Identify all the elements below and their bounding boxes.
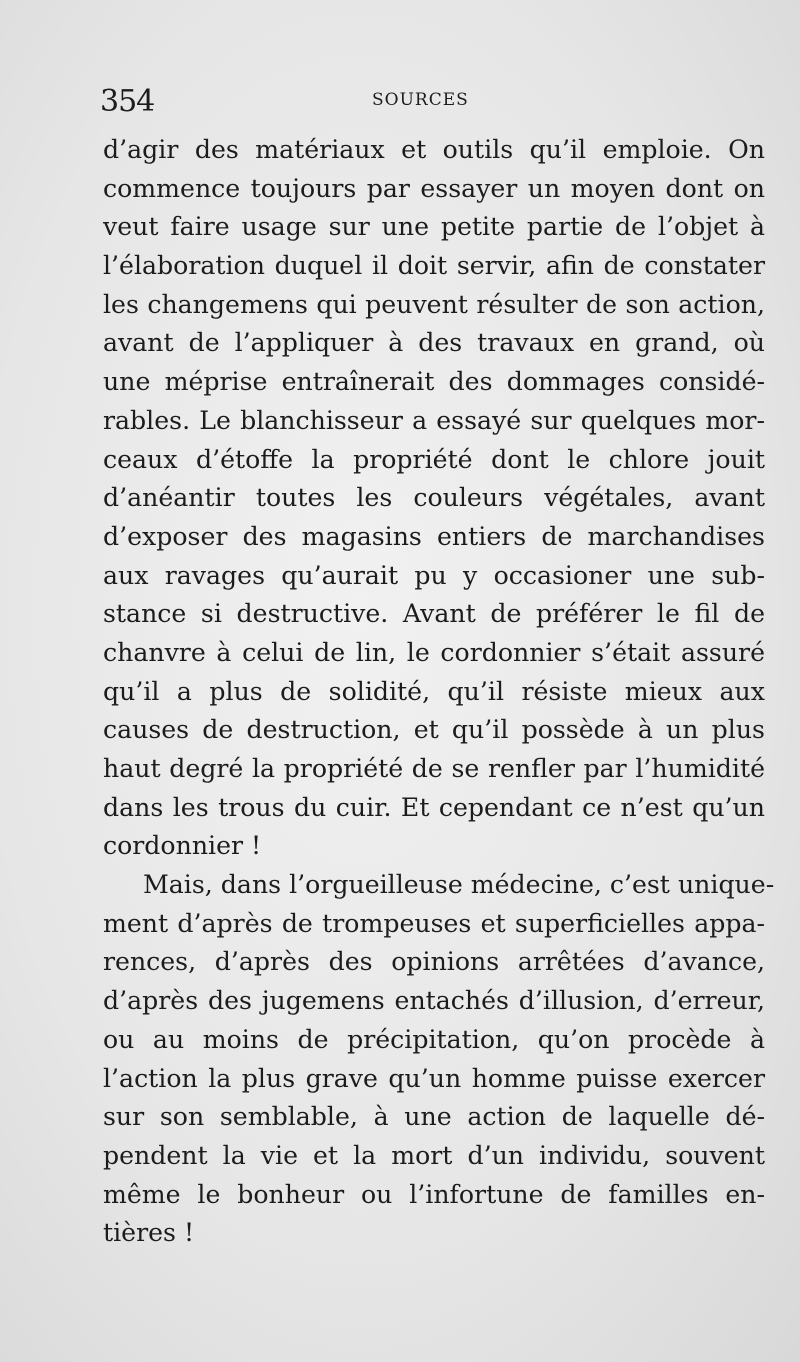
- text-line: une méprise entraînerait des dommages considé-: [103, 367, 765, 397]
- text-line: haut degré la propriété de se renfler par l’humidité: [103, 754, 765, 783]
- text-line: les changemens qui peuvent résulter de son action,: [103, 289, 765, 319]
- text-line: tières !: [103, 1218, 195, 1248]
- text-line: qu’il a plus de solidité, qu’il résiste mieux aux: [103, 676, 765, 706]
- text-line: sur son semblable, à une action de laquelle dé-: [103, 1102, 765, 1132]
- text-line: ment d’après de trompeuses et superficielles appa-: [103, 908, 765, 938]
- text-line: ceaux d’étoffe la propriété dont le chlore jouit: [103, 444, 765, 474]
- running-head: SOURCES: [372, 90, 469, 110]
- text-line: chanvre à celui de lin, le cordonnier s’était assuré: [103, 637, 765, 667]
- text-line: rables. Le blanchisseur a essayé sur quelques mor-: [103, 405, 765, 435]
- text-line: d’après des jugemens entachés d’illusion, d’erreur,: [103, 986, 765, 1016]
- page-header: [100, 84, 765, 124]
- text-line: l’élaboration duquel il doit servir, afin de constater: [103, 251, 765, 281]
- text-line: causes de destruction, et qu’il possède à un plus: [103, 715, 765, 745]
- text-line: avant de l’appliquer à des travaux en grand, où: [103, 328, 765, 358]
- body-text: [103, 131, 775, 1253]
- text-line: dans les trous du cuir. Et cependant ce n’est qu’un: [103, 792, 765, 822]
- paragraph-1: [103, 131, 765, 866]
- text-line: même le bonheur ou l’infortune de familles en-: [103, 1179, 765, 1209]
- text-line: d’exposer des magasins entiers de marchandises: [103, 521, 765, 551]
- text-line: pendent la vie et la mort d’un individu, souvent: [103, 1140, 765, 1170]
- text-line: commence toujours par essayer un moyen dont on: [103, 173, 765, 203]
- text-line: aux ravages qu’aurait pu y occasioner une sub-: [103, 560, 765, 590]
- page-number: 354: [100, 84, 155, 119]
- text-line: d’anéantir toutes les couleurs végétales, avant: [103, 483, 765, 513]
- text-line: d’agir des matériaux et outils qu’il emploie. On: [103, 135, 765, 164]
- text-line: veut faire usage sur une petite partie de l’objet à: [103, 212, 765, 242]
- text-line: ou au moins de précipitation, qu’on procède à: [103, 1024, 765, 1054]
- text-line: cordonnier !: [103, 831, 262, 861]
- text-line: Mais, dans l’orgueilleuse médecine, c’est unique-: [143, 870, 775, 900]
- text-line: rences, d’après des opinions arrêtées d’avance,: [103, 947, 765, 977]
- paragraph-2: [103, 866, 775, 1253]
- text-line: stance si destructive. Avant de préférer le fil de: [103, 599, 765, 629]
- text-line: l’action la plus grave qu’un homme puisse exercer: [103, 1063, 765, 1093]
